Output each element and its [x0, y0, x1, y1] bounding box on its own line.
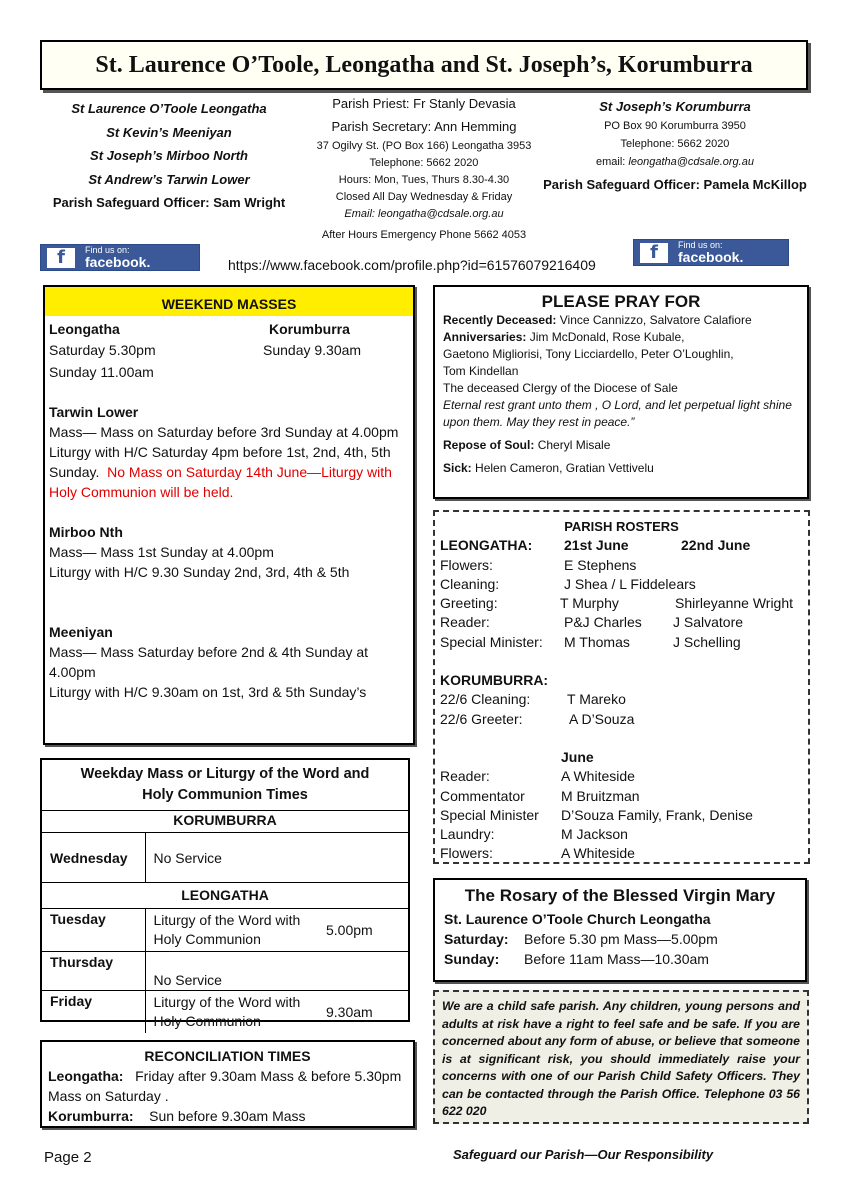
office-closed: Closed All Day Wednesday & Friday — [335, 191, 513, 203]
roster-role: Reader: — [440, 768, 490, 785]
roster-june-label: June — [561, 748, 594, 765]
parish-address: 37 Ogilvy St. (PO Box 166) Leongatha 3953 — [316, 140, 532, 152]
recon-leongatha-label: Leongatha: — [48, 1068, 124, 1084]
korumburra-po: PO Box 90 Korumburra 3950 — [604, 120, 746, 132]
meeniyan-liturgy: Liturgy with H/C 9.30am on 1st, 3rd & 5th Sunday’s — [49, 684, 367, 700]
leongatha-saturday: Saturday 5.30pm — [49, 342, 156, 358]
facebook-find-label: Find us on: — [678, 240, 723, 250]
korumburra-label: Korumburra — [269, 321, 350, 337]
mirboo-liturgy: Liturgy with H/C 9.30 Sunday 2nd, 3rd, 4th & 5th — [49, 564, 350, 580]
roster-role: Cleaning: — [440, 575, 500, 592]
friday-label: Friday — [42, 991, 145, 1034]
roster-role: Laundry: — [440, 826, 495, 843]
roster-name: D’Souza Family, Frank, Denise — [561, 806, 753, 823]
tarwin-mass: Mass— Mass on Saturday before 3rd Sunday at 4.00pm — [49, 424, 399, 440]
mirboo-mass: Mass— Mass 1st Sunday at 4.00pm — [49, 544, 274, 560]
roster-row — [440, 806, 803, 825]
mirboo-label: Mirboo Nth — [49, 524, 123, 540]
weekday-times-box — [40, 758, 410, 1029]
korumburra-church: St Joseph’s Korumburra — [599, 99, 751, 114]
weekend-masses-heading: WEEKEND MASSES — [45, 287, 413, 316]
roster-name: M Thomas — [564, 633, 630, 650]
roster-row — [440, 787, 803, 806]
footer-slogan: Safeguard our Parish—Our Responsibility — [453, 1147, 714, 1162]
after-hours-phone: After Hours Emergency Phone 5662 4053 — [321, 229, 527, 241]
korumburra-email-line — [525, 153, 825, 171]
facebook-badge-left[interactable] — [40, 244, 200, 271]
rosary-box — [433, 878, 807, 982]
roster-name: T Mareko — [567, 691, 626, 708]
leongatha-label: Leongatha — [49, 321, 120, 337]
roster-role: Reader: — [440, 614, 490, 631]
roster-row — [440, 594, 803, 613]
eternal-rest-prayer: Eternal rest grant unto them , O Lord, and let perpetual light shine upon them. May they rest in peace.” — [443, 398, 792, 429]
facebook-find-label: Find us on: — [85, 245, 130, 255]
deceased-names: Vince Cannizzo, Salvatore Calafiore — [559, 313, 752, 327]
korumburra-email[interactable]: leongatha@cdsale.org.au — [628, 156, 754, 168]
title-banner — [40, 40, 808, 90]
office-hours: Hours: Mon, Tues, Thurs 8.30-4.30 — [338, 174, 510, 186]
weekday-table — [42, 760, 408, 1033]
roster-role: Commentator — [440, 787, 525, 804]
church-tarwin: St Andrew’s Tarwin Lower — [88, 171, 250, 187]
facebook-icon: f — [47, 248, 75, 268]
roster-korumburra-label: KORUMBURRA: — [440, 672, 549, 689]
header-right — [525, 97, 825, 195]
korumburra-sunday: Sunday 9.30am — [263, 342, 362, 358]
weekday-korumburra-label: KORUMBURRA — [42, 811, 408, 833]
parish-priest: Parish Priest: Fr Stanly Devasia — [332, 96, 516, 111]
parish-phone: Telephone: 5662 2020 — [369, 157, 479, 169]
rosary-church: St. Laurence O’Toole Church Leongatha — [444, 911, 711, 927]
anniversaries-line-2: Gaetono Migliorisi, Tony Licciardello, Peter O’Loughlin, — [443, 347, 734, 361]
church-leongatha: St Laurence O’Toole Leongatha — [71, 101, 267, 116]
korumburra-phone: Telephone: 5662 2020 — [620, 138, 730, 150]
safeguard-officer-right: Parish Safeguard Officer: Pamela McKillop — [543, 177, 807, 192]
tarwin-no-mass-notice: No Mass on Saturday 14th June—Liturgy with Holy Communion will be held. — [49, 464, 392, 500]
parish-email[interactable]: Email: leongatha@cdsale.org.au — [344, 208, 504, 220]
meeniyan-mass: Mass— Mass Saturday before 2nd & 4th Sunday at 4.00pm — [49, 644, 369, 680]
tarwin-sunday: Sunday. — [49, 464, 100, 480]
recon-korumburra-label: Korumburra: — [48, 1108, 134, 1124]
tarwin-liturgy: Liturgy with H/C Saturday 4pm before 1st, 2nd, 4th, 5th — [49, 444, 391, 460]
roster-role: Greeting: — [440, 595, 498, 612]
roster-row — [440, 556, 803, 575]
roster-name: P&J Charles — [564, 614, 642, 631]
reconciliation-box — [40, 1040, 415, 1128]
roster-role: 22/6 Cleaning: — [440, 691, 531, 708]
reconciliation-heading: RECONCILIATION TIMES — [144, 1048, 311, 1064]
pray-heading: PLEASE PRAY FOR — [541, 292, 701, 311]
roster-date-2: 22nd June — [681, 537, 751, 554]
roster-name-2: J Salvatore — [673, 614, 744, 631]
repose-label: Repose of Soul: — [443, 438, 535, 452]
church-mirboo: St Joseph’s Mirboo North — [90, 148, 248, 163]
email-label: email: — [596, 156, 629, 168]
roster-name: A Whiteside — [561, 768, 635, 785]
parish-secretary: Parish Secretary: Ann Hemming — [331, 119, 517, 134]
tarwin-label: Tarwin Lower — [49, 404, 139, 420]
rosary-sun: Before 11am Mass—10.30am — [524, 951, 709, 967]
weekday-heading: Weekday Mass or Liturgy of the Word and Holy Communion Times — [42, 760, 408, 811]
meeniyan-label: Meeniyan — [49, 624, 113, 640]
anniversaries-line-3: Tom Kindellan — [443, 364, 519, 378]
header-left — [40, 97, 298, 215]
page-title: St. Laurence O’Toole, Leongatha and St. Joseph’s, Korumburra — [95, 51, 753, 78]
rosary-sun-label: Sunday: — [444, 951, 500, 967]
wednesday-label: Wednesday — [42, 833, 145, 883]
deceased-label: Recently Deceased: — [443, 313, 557, 327]
roster-name: E Stephens — [564, 556, 637, 573]
church-meeniyan: St Kevin’s Meeniyan — [106, 124, 232, 140]
roster-row — [440, 613, 803, 632]
recon-leongatha: Friday after 9.30am Mass & before 5.30pm Mass on Saturday . — [48, 1068, 402, 1104]
wednesday-value: No Service — [145, 833, 408, 883]
roster-row — [440, 825, 803, 844]
rosary-sat: Before 5.30 pm Mass—5.00pm — [524, 931, 718, 947]
facebook-brand: facebook. — [85, 254, 151, 270]
roster-row — [440, 710, 803, 729]
deceased-clergy: The deceased Clergy of the Diocese of Sale — [443, 381, 678, 395]
rosary-sat-label: Saturday: — [444, 931, 509, 947]
facebook-brand: facebook. — [678, 249, 744, 265]
roster-role: Flowers: — [440, 845, 493, 862]
facebook-badge-right[interactable] — [633, 239, 789, 266]
recon-korumburra: Sun before 9.30am Mass — [149, 1108, 306, 1124]
roster-name-2: Shirleyanne Wright — [675, 595, 794, 612]
roster-name: J Shea / L Fiddelears — [564, 575, 696, 592]
friday-time: 9.30am — [318, 991, 408, 1034]
roster-name: A Whiteside — [561, 845, 635, 862]
child-safe-notice: We are a child safe parish. Any children, young persons and adults at risk have a right to feel safe and be safe. If you are concerned about any form of abuse, or believe that someone is at significant risk, you should immediately raise your concerns with one of our Parish Child Safety Officers. They can be contacted through the Parish Office. Telephone 03 56 622 020 — [433, 990, 809, 1124]
leongatha-sunday: Sunday 11.00am — [49, 364, 154, 380]
parish-rosters-box — [433, 510, 810, 864]
repose-names: Cheryl Misale — [537, 438, 611, 452]
please-pray-box — [433, 285, 809, 499]
facebook-url[interactable]: https://www.facebook.com/profile.php?id=61576079216409 — [228, 257, 596, 273]
roster-name: M Jackson — [561, 826, 628, 843]
roster-role: Flowers: — [440, 556, 493, 573]
roster-row — [440, 767, 803, 786]
tarwin-note — [49, 462, 409, 502]
roster-name: A D’Souza — [569, 710, 635, 727]
tuesday-time: 5.00pm — [318, 909, 408, 952]
safeguard-officer-left: Parish Safeguard Officer: Sam Wright — [52, 195, 286, 210]
rosary-heading: The Rosary of the Blessed Virgin Mary — [464, 886, 776, 905]
sick-label: Sick: — [443, 461, 472, 475]
weekday-leongatha-label: LEONGATHA — [42, 883, 408, 909]
roster-row — [440, 690, 803, 709]
roster-role: Special Minister — [440, 806, 539, 823]
tuesday-label: Tuesday — [42, 909, 145, 952]
header-middle — [298, 92, 550, 244]
roster-name: M Bruitzman — [561, 787, 640, 804]
roster-name: T Murphy — [560, 595, 619, 612]
anniversaries-label: Anniversaries: — [443, 330, 527, 344]
tuesday-value: Liturgy of the Word with Holy Communion — [145, 909, 318, 952]
roster-row — [440, 575, 803, 594]
roster-role: 22/6 Greeter: — [440, 710, 523, 727]
roster-name-2: J Schelling — [673, 633, 741, 650]
roster-date-1: 21st June — [564, 537, 629, 554]
anniversaries-line-1: Jim McDonald, Rose Kubale, — [529, 330, 685, 344]
roster-row — [440, 633, 803, 652]
page-number: Page 2 — [44, 1149, 92, 1166]
roster-leongatha-label: LEONGATHA: — [440, 537, 533, 554]
thursday-value: No Service — [145, 952, 408, 991]
rosters-heading: PARISH ROSTERS — [564, 519, 679, 534]
thursday-label: Thursday — [42, 952, 145, 991]
roster-row — [440, 844, 803, 863]
weekend-masses-box — [43, 285, 415, 745]
sick-names: Helen Cameron, Gratian Vettivelu — [475, 461, 654, 475]
facebook-icon: f — [640, 243, 668, 263]
roster-role: Special Minister: — [440, 633, 543, 650]
friday-value: Liturgy of the Word with Holy Communion — [145, 991, 318, 1034]
